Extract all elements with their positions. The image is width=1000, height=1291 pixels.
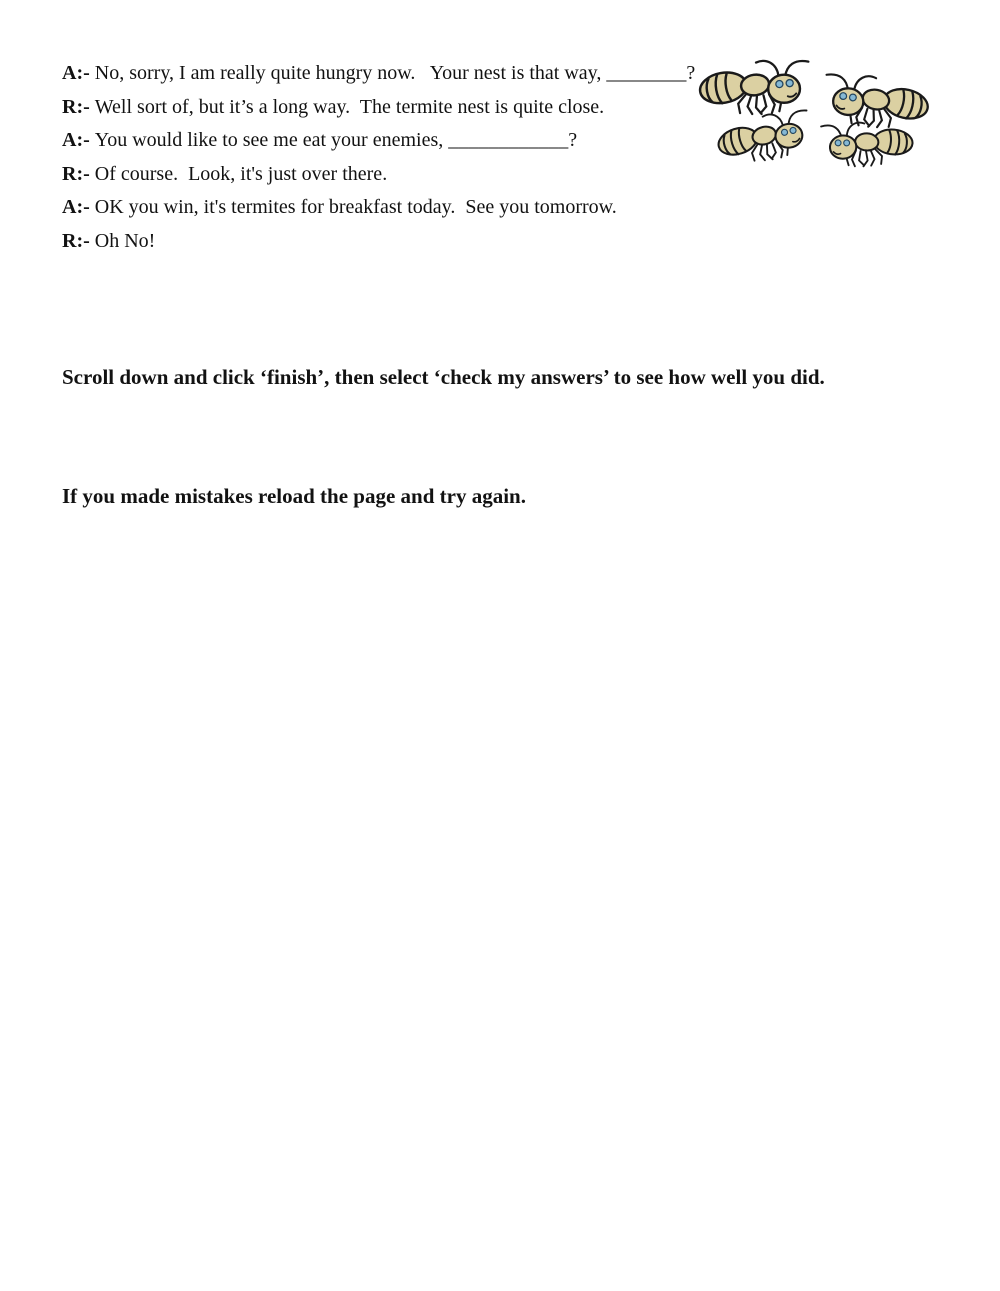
speaker-label: R:- (62, 162, 90, 185)
speaker-label: R:- (62, 95, 90, 118)
dialogue-text: Oh No! (94, 229, 156, 252)
speaker-label: R:- (62, 229, 90, 252)
ant-icon (816, 112, 916, 172)
speaker-label: A:- (62, 62, 90, 84)
dialogue-line (62, 191, 702, 225)
dialogue-line (62, 124, 702, 158)
dialogue-line (62, 57, 702, 91)
dialogue-text: OK you win, it's termites for breakfast today. See you tomorrow. (94, 196, 617, 219)
dialogue-line (62, 225, 702, 259)
instruction-line-1: Scroll down and click ‘finish’, then select ‘check my answers’ to see how well you did. (62, 365, 825, 389)
speaker-label: A:- (62, 196, 90, 219)
instruction-line-2: If you made mistakes reload the page and try again. (62, 483, 526, 508)
dialogue-line (62, 158, 702, 192)
dialogue-text: No, sorry, I am really quite hungry now. Your nest is that way, ________? (94, 62, 696, 84)
ants-illustration (698, 52, 933, 180)
dialogue-text: Of course. Look, it's just over there. (94, 162, 388, 185)
dialogue-line (62, 91, 702, 125)
instructions-block (62, 279, 962, 595)
dialogue-block (62, 57, 702, 259)
dialogue-text: You would like to see me eat your enemies, ____________? (94, 129, 578, 152)
speaker-label: A:- (62, 129, 90, 152)
ant-icon (713, 103, 817, 168)
dialogue-text: Well sort of, but it’s a long way. The termite nest is quite close. (94, 95, 605, 118)
